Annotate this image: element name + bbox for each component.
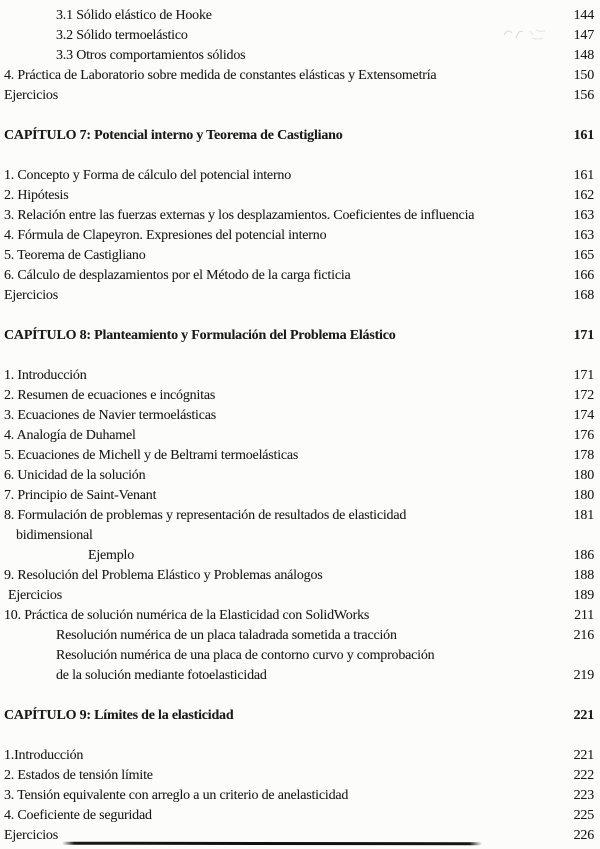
- toc-entry-title: 9. Resolución del Problema Elástico y Problemas análogos: [4, 568, 323, 583]
- toc-entry-page: 221: [573, 748, 594, 763]
- toc-entry-title: Ejercicios: [4, 828, 58, 843]
- toc-entry-page: 150: [573, 68, 594, 83]
- toc-entry-title: 4. Coeficiente de seguridad: [4, 808, 152, 823]
- toc-row: [4, 446, 594, 466]
- toc-row: [4, 646, 594, 666]
- toc-entry-page: 171: [573, 368, 594, 383]
- toc-row: [4, 26, 594, 46]
- toc-chapter-row: [4, 326, 594, 346]
- toc-entry-title: 6. Cálculo de desplazamientos por el Método de la carga ficticia: [4, 268, 351, 283]
- toc-row: [4, 426, 594, 446]
- toc-entry-title: 1. Introducción: [4, 368, 87, 383]
- toc-row: [4, 406, 594, 426]
- toc-entry-page: 161: [573, 168, 594, 183]
- toc-row: [4, 586, 594, 606]
- toc-entry-page: 221: [573, 708, 594, 723]
- toc-row: [4, 506, 594, 526]
- toc-row: [4, 366, 594, 386]
- toc-entry-title: 10. Práctica de solución numérica de la Elasticidad con SolidWorks: [4, 608, 370, 623]
- toc-entry-title: CAPÍTULO 8: Planteamiento y Formulación del Problema Elástico: [4, 328, 396, 343]
- toc-entry-title: 3.2 Sólido termoelástico: [56, 28, 188, 43]
- toc-entry-title: CAPÍTULO 9: Límites de la elasticidad: [4, 708, 234, 723]
- toc-row: [4, 206, 594, 226]
- toc-entry-page: 156: [573, 88, 594, 103]
- toc-entry-title: 3.3 Otros comportamientos sólidos: [56, 48, 246, 63]
- toc-entry-title: Resolución numérica de una placa de contorno curvo y comprobación: [56, 648, 435, 663]
- toc-entry-title: Ejercicios: [4, 288, 58, 303]
- toc-entry-page: 166: [573, 268, 594, 283]
- toc-entry-page: 219: [573, 668, 594, 683]
- toc-entry-page: 189: [573, 588, 594, 603]
- toc-entry-page: 165: [573, 248, 594, 263]
- toc-entry-page: 226: [573, 828, 594, 843]
- table-of-contents: [4, 6, 594, 846]
- toc-row: [4, 526, 594, 546]
- toc-entry-page: 188: [573, 568, 594, 583]
- toc-entry-page: 163: [573, 228, 594, 243]
- toc-entry-page: 148: [573, 48, 594, 63]
- toc-entry-title: Ejercicios: [8, 588, 62, 603]
- toc-entry-page: 186: [573, 548, 594, 563]
- toc-entry-title: 1. Concepto y Forma de cálculo del potencial interno: [4, 168, 292, 183]
- toc-entry-page: 172: [573, 388, 594, 403]
- toc-row: [4, 66, 594, 86]
- toc-entry-title: 7. Principio de Saint-Venant: [4, 488, 157, 503]
- toc-entry-page: 176: [573, 428, 594, 443]
- toc-entry-page: 180: [573, 488, 594, 503]
- toc-entry-title: 8. Formulación de problemas y representación de resultados de elasticidad: [4, 508, 407, 523]
- toc-entry-page: 181: [573, 508, 594, 523]
- toc-entry-title: Ejemplo: [88, 548, 135, 563]
- toc-entry-page: 225: [573, 808, 594, 823]
- toc-entry-title: 2. Hipótesis: [4, 188, 69, 203]
- toc-entry-title: de la solución mediante fotoelasticidad: [56, 668, 267, 683]
- toc-entry-title: 4. Práctica de Laboratorio sobre medida de constantes elásticas y Extensometría: [4, 68, 437, 83]
- toc-entry-page: 222: [573, 768, 594, 783]
- toc-entry-page: 178: [573, 448, 594, 463]
- toc-row: [4, 386, 594, 406]
- toc-row: [4, 626, 594, 646]
- toc-entry-title: 4. Analogía de Duhamel: [4, 428, 136, 443]
- toc-row: [4, 746, 594, 766]
- toc-chapter-row: [4, 706, 594, 726]
- toc-chapter-row: [4, 126, 594, 146]
- toc-entry-title: 4. Fórmula de Clapeyron. Expresiones del potencial interno: [4, 228, 327, 243]
- toc-entry-page: 162: [573, 188, 594, 203]
- toc-entry-title: 1.Introducción: [4, 748, 84, 763]
- toc-entry-page: 211: [574, 608, 594, 623]
- toc-row: [4, 6, 594, 26]
- toc-row: [4, 466, 594, 486]
- toc-row: [4, 546, 594, 566]
- toc-row: [4, 226, 594, 246]
- toc-entry-page: 144: [573, 8, 594, 23]
- toc-row: [4, 566, 594, 586]
- toc-entry-page: 168: [573, 288, 594, 303]
- toc-entry-title: 5. Teorema de Castigliano: [4, 248, 146, 263]
- toc-row: [4, 806, 594, 826]
- toc-row: [4, 786, 594, 806]
- scan-edge-artifact: [62, 842, 482, 846]
- toc-entry-title: 2. Resumen de ecuaciones e incógnitas: [4, 388, 216, 403]
- toc-entry-page: 161: [573, 128, 594, 143]
- toc-row: [4, 286, 594, 306]
- toc-entry-page: 216: [573, 628, 594, 643]
- toc-entry-page: 147: [573, 28, 594, 43]
- toc-row: [4, 46, 594, 66]
- toc-entry-page: 223: [573, 788, 594, 803]
- toc-row: [4, 666, 594, 686]
- toc-row: [4, 766, 594, 786]
- toc-entry-title: 5. Ecuaciones de Michell y de Beltrami termoelásticas: [4, 448, 299, 463]
- toc-entry-page: 171: [573, 328, 594, 343]
- toc-entry-title: 3.1 Sólido elástico de Hooke: [56, 8, 212, 23]
- toc-entry-title: 3. Tensión equivalente con arreglo a un criterio de anelasticidad: [4, 788, 349, 803]
- toc-entry-title: bidimensional: [16, 528, 93, 543]
- toc-row: [4, 186, 594, 206]
- toc-entry-title: Resolución numérica de un placa taladrada sometida a tracción: [56, 628, 397, 643]
- toc-row: [4, 166, 594, 186]
- toc-entry-page: 180: [573, 468, 594, 483]
- toc-entry-title: 3. Ecuaciones de Navier termoelásticas: [4, 408, 217, 423]
- toc-entry-title: 2. Estados de tensión límite: [4, 768, 153, 783]
- toc-row: [4, 246, 594, 266]
- toc-row: [4, 86, 594, 106]
- toc-entry-title: 3. Relación entre las fuerzas externas y los desplazamientos. Coeficientes de influencia: [4, 208, 475, 223]
- toc-entry-page: 163: [573, 208, 594, 223]
- toc-entry-title: 6. Unicidad de la solución: [4, 468, 146, 483]
- toc-row: [4, 486, 594, 506]
- toc-row: [4, 606, 594, 626]
- toc-entry-title: Ejercicios: [4, 88, 58, 103]
- toc-entry-page: 174: [573, 408, 594, 423]
- toc-entry-title: CAPÍTULO 7: Potencial interno y Teorema de Castigliano: [4, 128, 343, 143]
- toc-row: [4, 266, 594, 286]
